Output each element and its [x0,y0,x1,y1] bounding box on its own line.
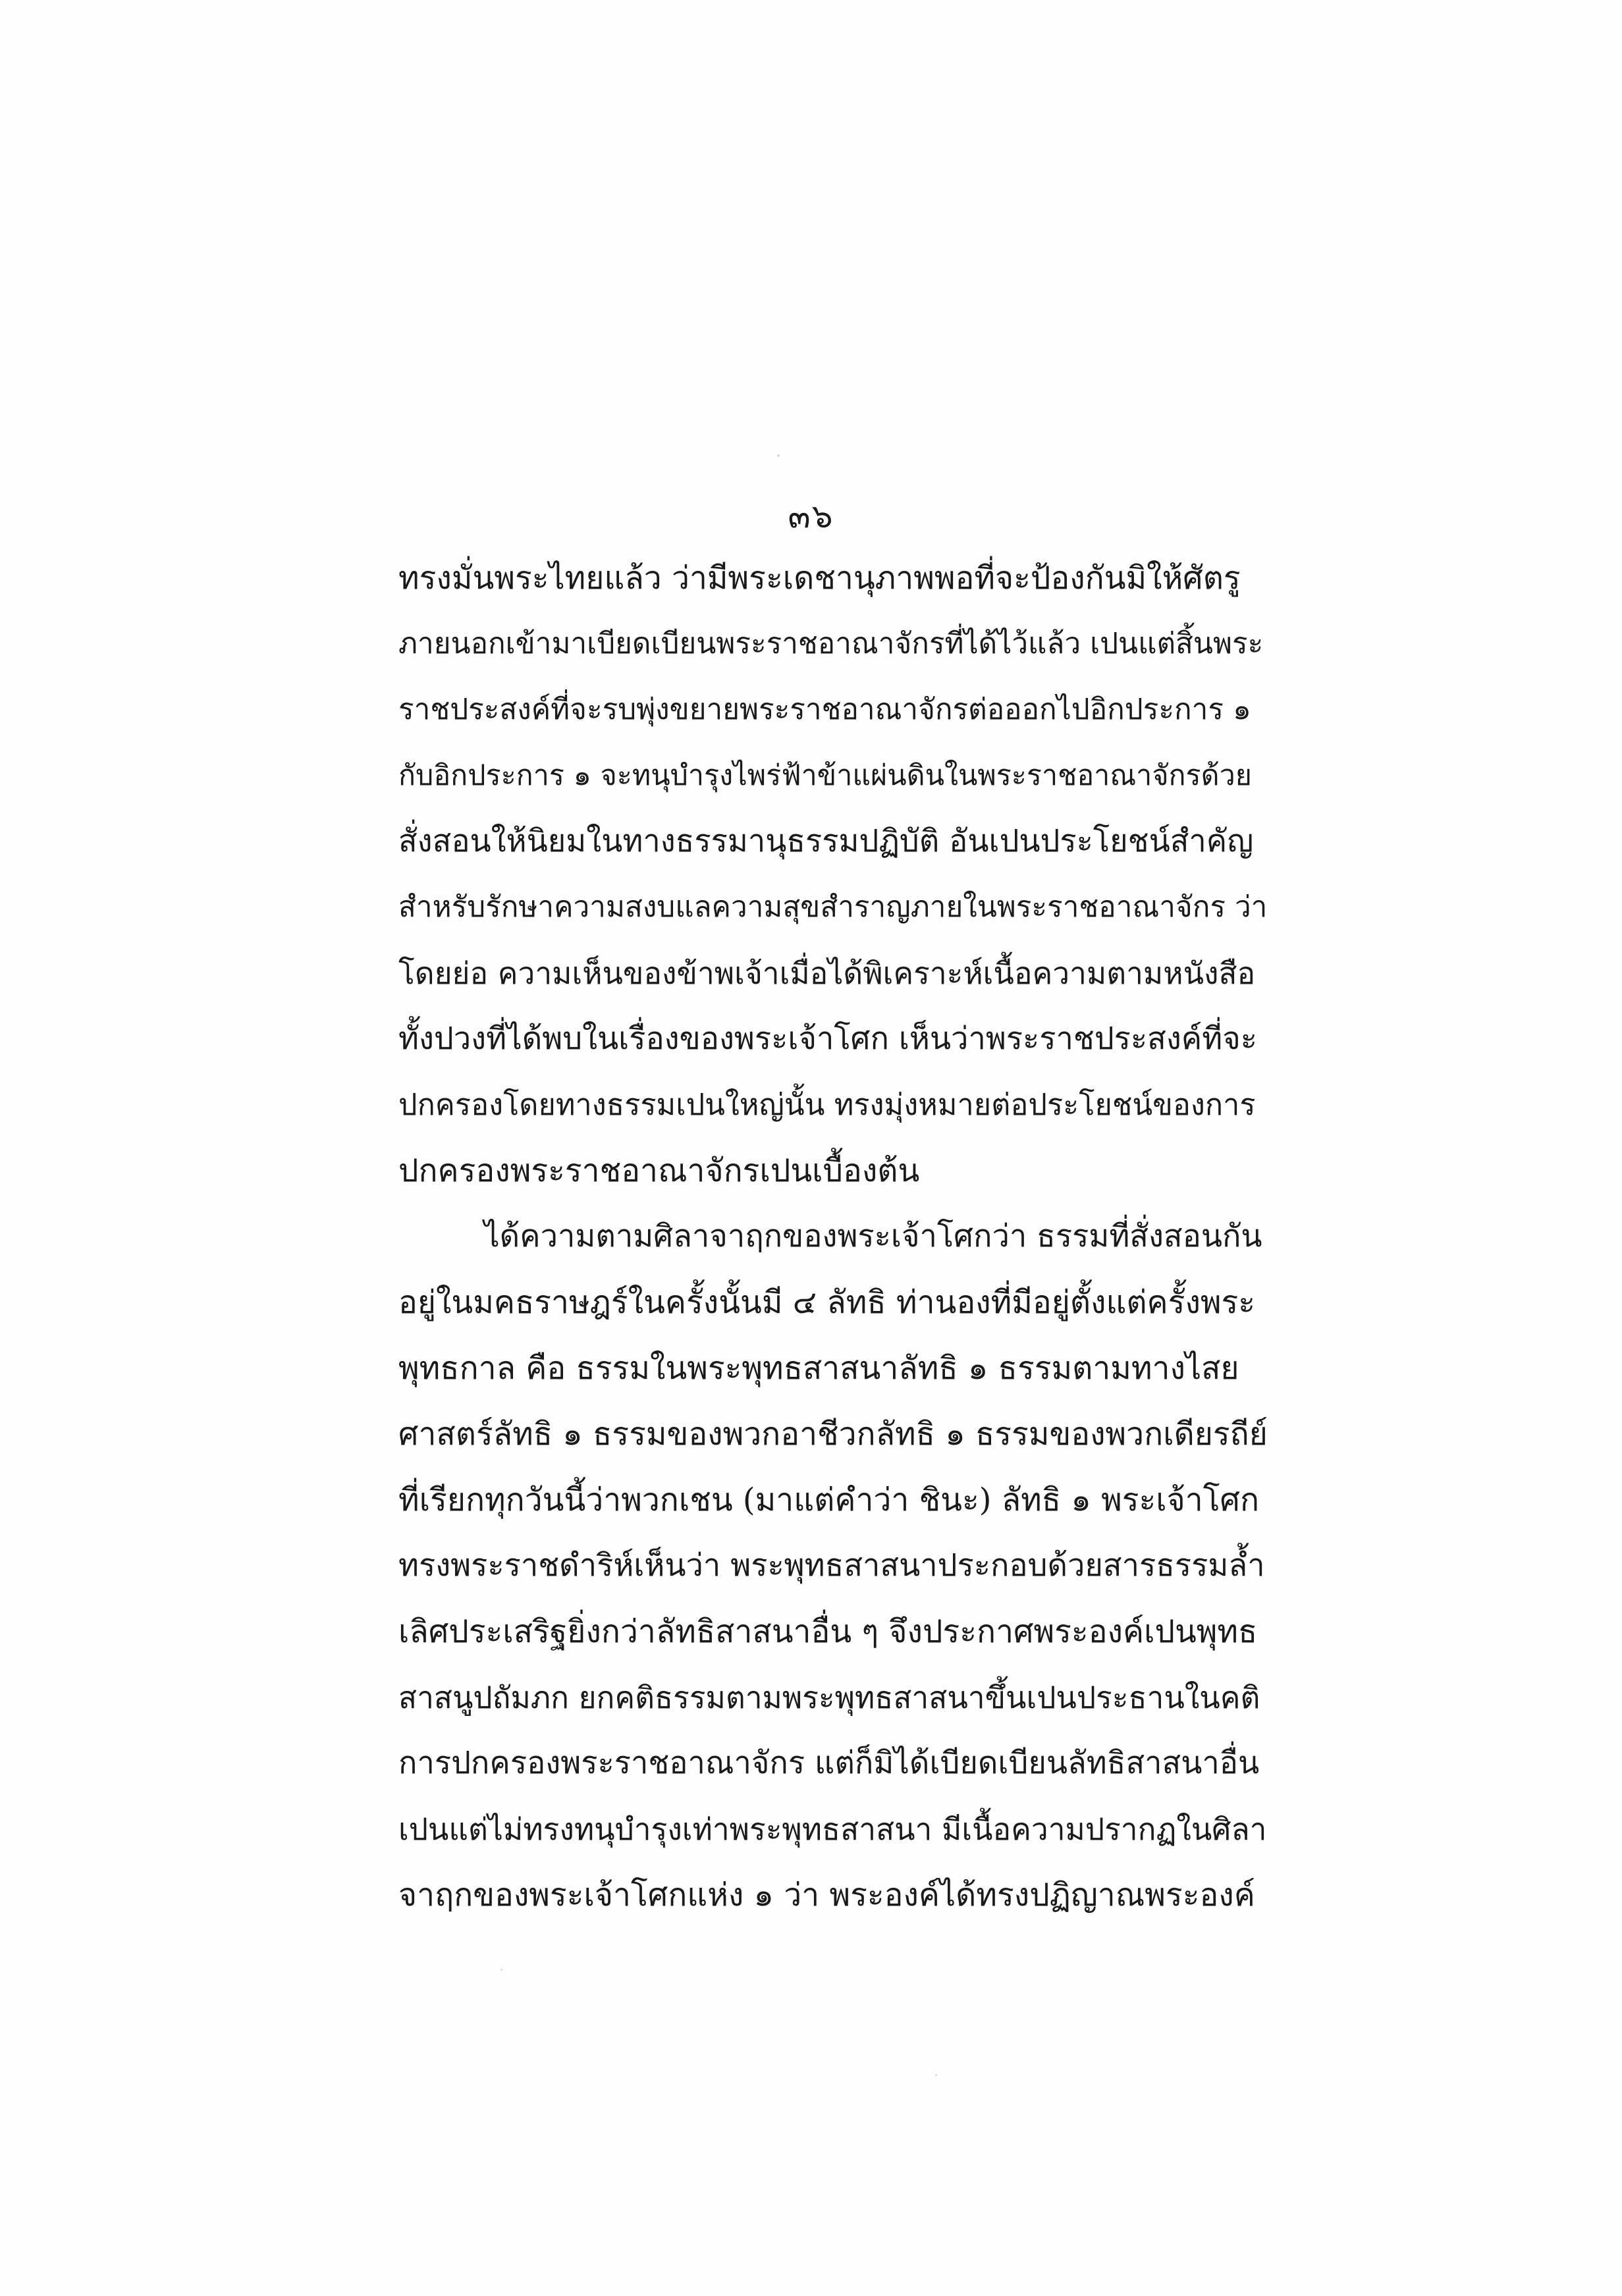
text-line: พุทธกาล คือ ธรรมในพระพุทธสาสนาลัทธิ ๑ ธรรมตามทางไสย [398,1350,1239,1387]
text-line: ทรงมั่นพระไทยแล้ว ว่ามีพระเดชานุภาพพอที่จะป้องกันมิให้ศัตรู [398,560,1241,597]
text-line: ทั้งปวงที่ได้พบในเรื่องของพระเจ้าโศก เห็นว่าพระราชประสงค์ที่จะ [398,1021,1257,1057]
text-line: เลิศประเสริฐยิ่งกว่าลัทธิสาสนาอื่น ๆ จึงประกาศพระองค์เปนพุทธ [398,1613,1258,1650]
text-line: ทรงพระราชดำริห์เห็นว่า พระพุทธสาสนาประกอบด้วยสารธรรมล้ำ [398,1547,1265,1584]
text-line: ปกครองโดยทางธรรมเปนใหญ่นั้น ทรงมุ่งหมายต่อประโยชน์ของการ [398,1087,1256,1122]
text-line: ปกครองพระราชอาณาจักรเปนเบื้องต้น [398,1152,920,1189]
text-line: การปกครองพระราชอาณาจักร แต่ก็มิได้เบียดเบียนลัทธิสาสนาอื่น [398,1745,1260,1781]
text-line: โดยย่อ ความเห็นของข้าพเจ้าเมื่อได้พิเคราะห์เนื้อความตามหนังสือ [398,955,1256,991]
text-line: ราชประสงค์ที่จะรบพุ่งขยายพระราชอาณาจักรต่อออกไปอิกประการ ๑ [398,693,1251,726]
text-line: อยู่ในมคธราษฎร์ในครั้งนั้นมี ๔ ลัทธิ ท่านองที่มีอยู่ตั้งแต่ครั้งพระ [398,1284,1256,1321]
text-line: กับอิกประการ ๑ จะทนุบำรุงไพร่ฟ้าข้าแผ่นดินในพระราชอาณาจักรด้วย [398,759,1252,792]
scan-speck [777,454,780,457]
text-line: สั่งสอนให้นิยมในทางธรรมานุธรรมปฏิบัติ อันเปนประโยชน์สำคัญ [398,823,1254,859]
scan-speck [500,1969,502,1971]
page-number: ๓๖ [788,497,834,535]
text-line: สำหรับรักษาความสงบแลความสุขสำราญภายในพระราชอาณาจักร ว่า [398,890,1268,924]
text-line: เปนแต่ไม่ทรงทนุบำรุงเท่าพระพุทธสาสนา มีเนื้อความปรากฏในศิลา [398,1811,1267,1847]
text-line: ที่เรียกทุกวันนี้ว่าพวกเชน (มาแต่คำว่า ชินะ) ลัทธิ ๑ พระเจ้าโศก [398,1482,1260,1518]
body-text [398,545,1268,1928]
text-line: ภายนอกเข้ามาเบียดเบียนพระราชอาณาจักรที่ได้ไว้แล้ว เปนแต่สิ้นพระ [398,627,1264,660]
paragraph-start-line: ได้ความตามศิลาจาฤกของพระเจ้าโศกว่า ธรรมที่สั่งสอนกัน [484,1218,1262,1254]
scan-speck [935,2074,937,2076]
text-line: สาสนูปถัมภก ยกคติธรรมตามพระพุทธสาสนาขึ้นเปนประธานในคติ [398,1680,1260,1715]
text-line: จาฤกของพระเจ้าโศกแห่ง ๑ ว่า พระองค์ได้ทรงปฏิญาณพระองค์ [398,1877,1255,1913]
text-line: ศาสตร์ลัทธิ ๑ ธรรมของพวกอาชีวกลัทธิ ๑ ธรรมของพวกเดียรถีย์ [398,1416,1268,1453]
